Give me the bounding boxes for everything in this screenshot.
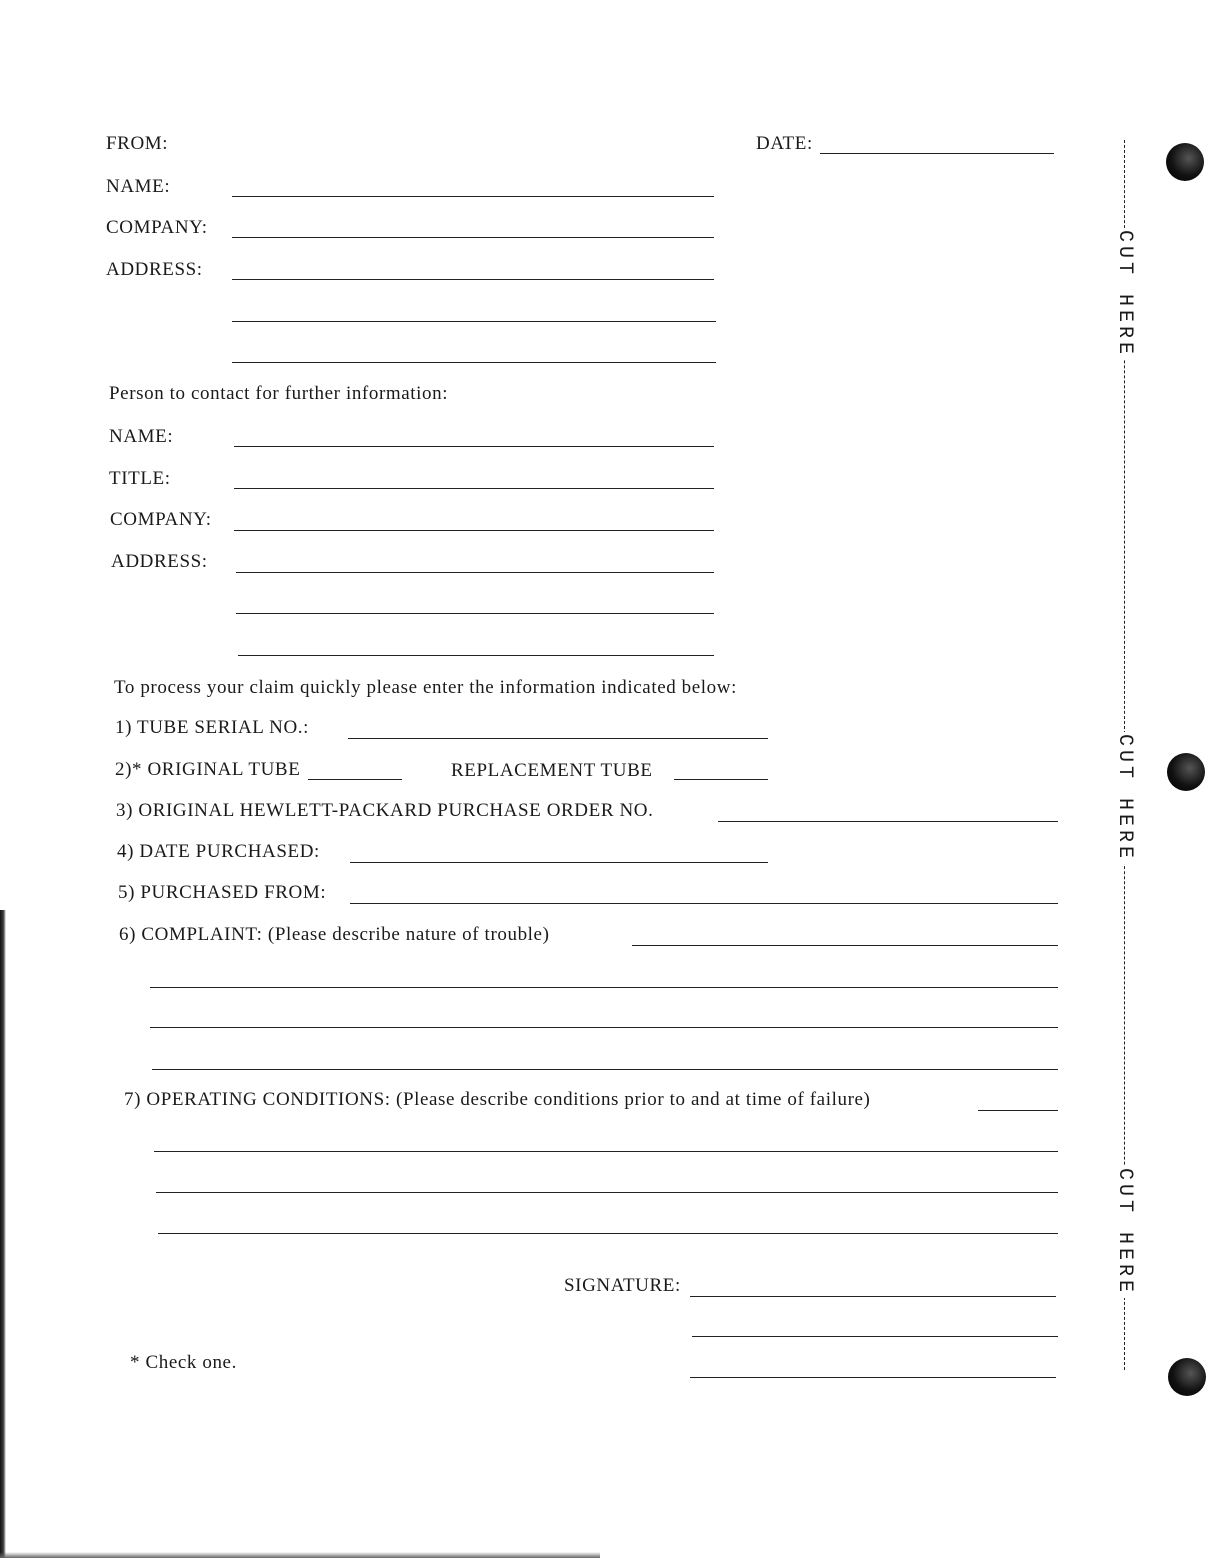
punch-hole-middle xyxy=(1167,753,1205,791)
contact-heading: Person to contact for further information: xyxy=(109,383,449,404)
sender-company-line[interactable] xyxy=(232,237,714,238)
operating-line-2[interactable] xyxy=(154,1151,1058,1152)
complaint-line-4[interactable] xyxy=(152,1069,1058,1070)
sender-name-line[interactable] xyxy=(232,196,714,197)
date-label: DATE: xyxy=(756,133,813,154)
operating-line-3[interactable] xyxy=(156,1192,1058,1193)
contact-title-label: TITLE: xyxy=(109,468,171,489)
sender-address-line-1[interactable] xyxy=(232,279,714,280)
claim-instructions: To process your claim quickly please enter the information indicated below: xyxy=(114,677,737,698)
original-tube-label: 2)* ORIGINAL TUBE xyxy=(115,759,301,780)
sender-address-line-2[interactable] xyxy=(232,321,716,322)
operating-line-1[interactable] xyxy=(978,1110,1058,1111)
complaint-label: 6) COMPLAINT: (Please describe nature of trouble) xyxy=(119,924,550,945)
sender-address-line-3[interactable] xyxy=(232,362,716,363)
check-one-note: * Check one. xyxy=(130,1352,237,1373)
purchase-order-label: 3) ORIGINAL HEWLETT-PACKARD PURCHASE ORDER NO. xyxy=(116,800,654,821)
tube-serial-line[interactable] xyxy=(348,738,768,739)
contact-address-line-1[interactable] xyxy=(236,572,714,573)
contact-title-line[interactable] xyxy=(234,488,714,489)
complaint-line-2[interactable] xyxy=(150,987,1058,988)
punch-hole-bottom xyxy=(1168,1358,1206,1396)
purchased-from-line[interactable] xyxy=(350,903,1058,904)
operating-line-4[interactable] xyxy=(158,1233,1058,1234)
purchased-from-label: 5) PURCHASED FROM: xyxy=(118,882,327,903)
signature-label: SIGNATURE: xyxy=(564,1275,681,1296)
original-tube-check-line[interactable] xyxy=(308,779,402,780)
page-edge-shadow xyxy=(0,910,6,1558)
sender-company-label: COMPANY: xyxy=(106,217,208,238)
page-edge-shadow-bottom xyxy=(0,1552,600,1558)
sender-address-label: ADDRESS: xyxy=(106,259,203,280)
purchase-order-line[interactable] xyxy=(718,821,1058,822)
contact-name-line[interactable] xyxy=(234,446,714,447)
replacement-tube-label: REPLACEMENT TUBE xyxy=(451,760,653,781)
complaint-line-1[interactable] xyxy=(632,945,1058,946)
contact-address-line-2[interactable] xyxy=(236,613,714,614)
replacement-tube-check-line[interactable] xyxy=(674,779,768,780)
date-field-line[interactable] xyxy=(820,153,1054,154)
contact-name-label: NAME: xyxy=(109,426,174,447)
contact-address-line-3[interactable] xyxy=(238,655,714,656)
date-purchased-line[interactable] xyxy=(350,862,768,863)
contact-company-line[interactable] xyxy=(234,530,714,531)
signature-line-1[interactable] xyxy=(690,1296,1056,1297)
contact-company-label: COMPANY: xyxy=(110,509,212,530)
signature-line-2[interactable] xyxy=(692,1336,1058,1337)
cut-here-label-2: CUT HERE xyxy=(1113,734,1136,863)
cut-here-label-3: CUT HERE xyxy=(1113,1168,1136,1297)
sender-name-label: NAME: xyxy=(106,176,171,197)
operating-conditions-label: 7) OPERATING CONDITIONS: (Please describe conditions prior to and at time of failure) xyxy=(124,1089,871,1110)
signature-line-3[interactable] xyxy=(690,1377,1056,1378)
complaint-line-3[interactable] xyxy=(150,1027,1058,1028)
contact-address-label: ADDRESS: xyxy=(111,551,208,572)
punch-hole-top xyxy=(1166,143,1204,181)
tube-serial-label: 1) TUBE SERIAL NO.: xyxy=(115,717,310,738)
date-purchased-label: 4) DATE PURCHASED: xyxy=(117,841,320,862)
cut-here-label-1: CUT HERE xyxy=(1113,230,1136,359)
from-label: FROM: xyxy=(106,133,169,154)
